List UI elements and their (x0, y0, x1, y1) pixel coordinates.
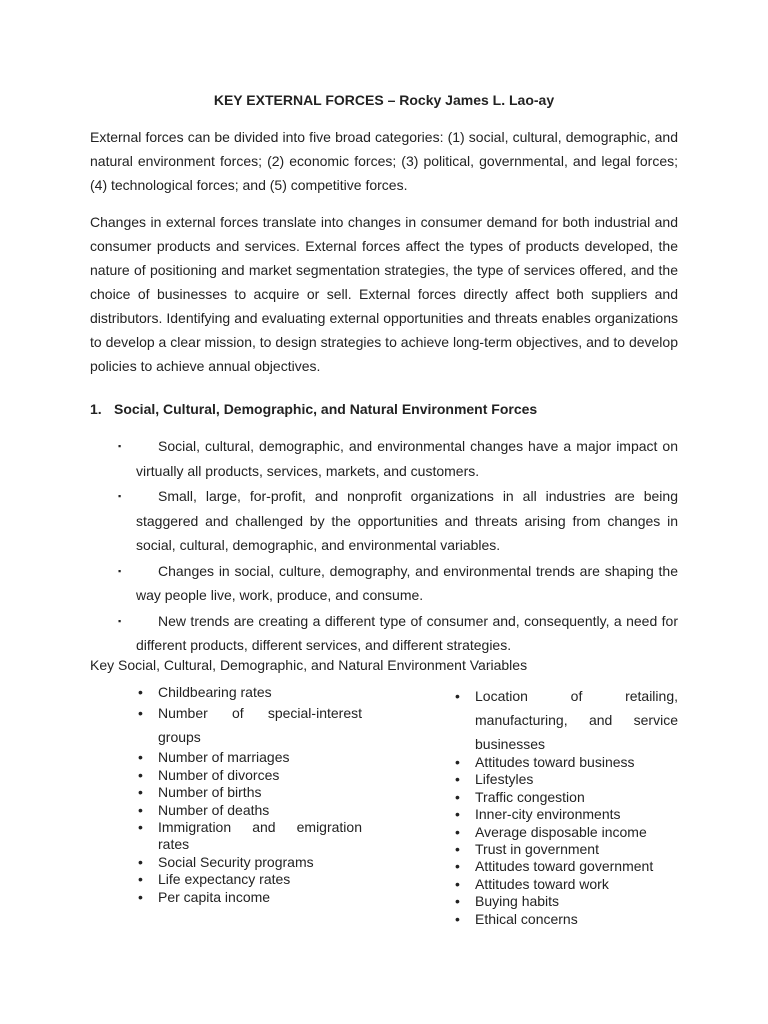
bullet-icon: • (138, 888, 143, 905)
bullet-item: ▪ Social, cultural, demographic, and environmental changes have a major impact on virtually all products, services, markets, and customers. (90, 434, 678, 483)
variables-list-right (455, 684, 678, 928)
variable-text: Life expectancy rates (158, 871, 291, 888)
variables-label: Key Social, Cultural, Demographic, and Natural Environment Variables (90, 657, 528, 673)
bullet-icon: • (138, 705, 143, 722)
variable-item (138, 684, 362, 701)
bullet-icon: • (455, 841, 460, 858)
square-bullet-icon: ▪ (118, 615, 122, 626)
section-heading-text: Social, Cultural, Demographic, and Natural Environment Forces (114, 401, 538, 417)
variable-text: Lifestyles (475, 771, 534, 788)
square-bullet-icon: ▪ (118, 491, 122, 501)
variable-text: Per capita income (158, 888, 271, 905)
bullet-icon: • (455, 788, 460, 805)
bullet-icon: • (455, 823, 460, 840)
bullet-icon: • (138, 801, 143, 818)
variable-item (138, 701, 362, 749)
variable-text: Location of retailing, manufacturing, and service businesses (475, 688, 678, 752)
variables-list-left (138, 684, 362, 906)
variable-item (455, 893, 678, 910)
bullet-icon: • (138, 853, 143, 870)
bullet-icon: • (455, 688, 460, 704)
bullet-icon: • (455, 875, 460, 892)
variable-item (455, 684, 678, 756)
variable-text: Attitudes toward business (475, 754, 635, 770)
document-title: KEY EXTERNAL FORCES – Rocky James L. Lao-ay (213, 92, 555, 108)
variable-text: Inner-city environments (475, 806, 621, 823)
bullet-item: ▪ New trends are creating a different type of consumer and, consequently, a need for different products, different services, and different strategies. (90, 609, 678, 658)
variable-text: Number of special-interest groups (158, 705, 362, 746)
variable-item (455, 824, 678, 841)
bullet-icon: • (138, 784, 143, 801)
variable-item (138, 749, 362, 766)
variable-item (138, 854, 362, 871)
variable-item (455, 789, 678, 806)
variable-text: Buying habits (475, 893, 560, 910)
variable-item (455, 858, 678, 875)
variable-item (455, 806, 678, 823)
variable-item (138, 819, 362, 854)
variable-item (455, 771, 678, 788)
bullet-icon: • (138, 749, 143, 766)
variable-text: Number of marriages (158, 749, 290, 766)
bullet-item: ▪ Small, large, for-profit, and nonprofit organizations in all industries are being staggered and challenged by the opportunities and threats arising from changes in social, cultural, demographic, and environmental variables. (90, 484, 678, 558)
variable-text: Trust in government (475, 841, 599, 858)
variable-text: Number of births (158, 784, 262, 801)
variable-item (455, 754, 678, 771)
bullet-icon: • (138, 819, 143, 836)
variable-item (455, 876, 678, 893)
variable-text: Ethical concerns (475, 910, 578, 927)
section-number: 1. (90, 401, 102, 417)
section-bullet-list (90, 434, 678, 659)
square-bullet-icon: ▪ (118, 565, 122, 576)
bullet-icon: • (455, 910, 460, 927)
intro-paragraph: External forces can be divided into five broad categories: (1) social, cultural, demographic, and natural environment forces; (2) economic forces; (3) political, governmental, and legal forces; (4) technological forces; and (5) competitive forces. (90, 129, 678, 193)
variable-item (138, 871, 362, 888)
bullet-icon: • (455, 858, 460, 875)
variable-item (455, 911, 678, 928)
variable-text: Number of divorces (158, 766, 280, 783)
variable-item (138, 767, 362, 784)
section-heading (90, 401, 537, 417)
variable-text: Average disposable income (475, 823, 647, 840)
bullet-item: ▪ Changes in social, culture, demography, and environmental trends are shaping the way people live, work, produce, and consume. (90, 559, 678, 608)
changes-paragraph: Changes in external forces translate into changes in consumer demand for both industrial and consumer products and services. External forces affect the types of products developed, the nature of positioning and market segmentation strategies, the type of services offered, and the choice of businesses to acquire or sell. External forces directly affect both suppliers and distributors. Identifying and evaluating external opportunities and threats enables organizations to develop a clear mission, to design strategies to achieve long-term objectives, and to develop policies to achieve annual objectives. (90, 214, 678, 374)
variable-item (138, 889, 362, 906)
bullet-icon: • (138, 766, 143, 783)
variable-text: Attitudes toward government (475, 858, 654, 875)
bullet-icon: • (455, 754, 460, 770)
square-bullet-icon: ▪ (118, 441, 122, 451)
variable-item (138, 784, 362, 801)
bullet-icon: • (455, 771, 460, 788)
bullet-icon: • (138, 684, 143, 700)
variable-text: Social Security programs (158, 853, 314, 870)
variable-text: Traffic congestion (475, 788, 585, 805)
variable-text: Attitudes toward work (475, 875, 609, 892)
bullet-icon: • (455, 893, 460, 910)
variable-item (455, 841, 678, 858)
variable-text: Number of deaths (158, 801, 270, 818)
variable-text: Childbearing rates (158, 684, 272, 700)
variable-text: Immigration and emigration rates (158, 819, 362, 853)
bullet-icon: • (455, 806, 460, 823)
bullet-icon: • (138, 871, 143, 888)
variable-item (138, 802, 362, 819)
